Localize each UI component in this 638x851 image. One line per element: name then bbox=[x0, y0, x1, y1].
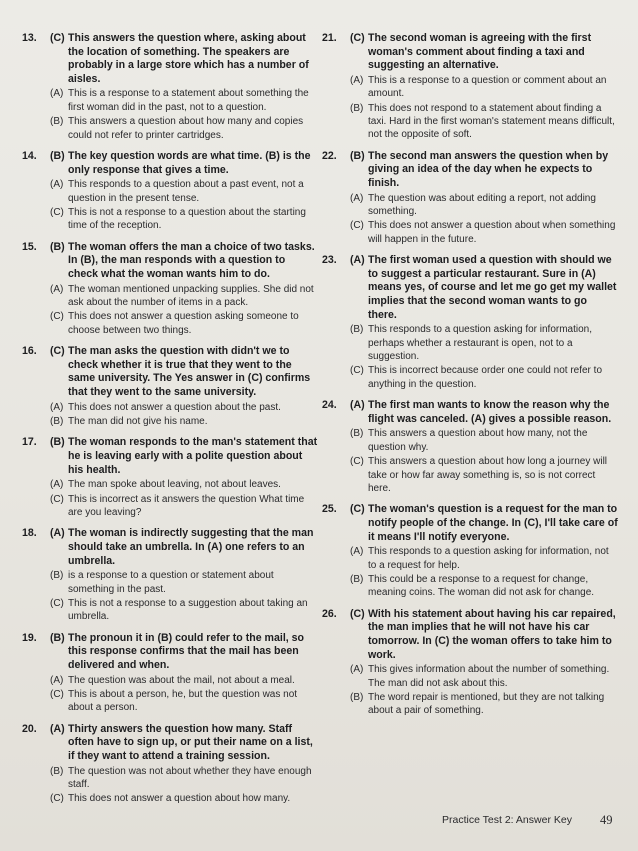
option-text: This does not answer a question about when something will happen in the future. bbox=[368, 220, 616, 245]
option-letter: (A) bbox=[50, 401, 64, 413]
option-letter: (B) bbox=[350, 428, 364, 440]
distractor-note bbox=[50, 283, 318, 310]
explanation-text: The second man answers the question when by giving an idea of the day when he expects to finish. bbox=[368, 149, 609, 189]
option-letter: (A) bbox=[50, 674, 64, 686]
distractor-note bbox=[50, 493, 318, 520]
option-text: This could be a response to a request for change, meaning coins. The woman did not ask for change. bbox=[368, 574, 595, 599]
option-letter: (A) bbox=[50, 479, 64, 491]
explanation-text: The second woman is agreeing with the first woman's comment about finding a taxi and suggesting an alternative. bbox=[368, 32, 592, 72]
distractor-note bbox=[50, 415, 318, 428]
distractor-note bbox=[350, 427, 618, 454]
explanation-text: The man asks the question with didn't we to check whether it is true that they went to the same university. The Yes answer in (C) confirms that they went to the same university. bbox=[68, 345, 311, 398]
option-text: This does not answer a question asking someone to choose between two things. bbox=[68, 311, 299, 336]
option-letter: (B) bbox=[50, 416, 64, 427]
option-text: The word repair is mentioned, but they are not talking about a pair of something. bbox=[368, 692, 605, 717]
answer-item bbox=[22, 32, 318, 142]
correct-answer-letter: (B) bbox=[50, 436, 65, 449]
distractor-note bbox=[50, 688, 318, 715]
option-text: This answers a question about how many, not the question why. bbox=[368, 428, 588, 453]
question-number: 19. bbox=[22, 631, 37, 644]
correct-answer-letter: (C) bbox=[350, 32, 365, 44]
option-letter: (A) bbox=[50, 179, 64, 191]
option-letter: (B) bbox=[350, 574, 364, 586]
option-text: This responds to a question asking for information, perhaps whether a restaurant is open, not to a suggestion. bbox=[368, 324, 593, 362]
option-text: The question was about editing a report, not adding something. bbox=[368, 192, 596, 217]
distractor-note bbox=[50, 792, 318, 805]
answer-item bbox=[322, 150, 618, 246]
option-text: This responds to a question about a past event, not a question in the present tense. bbox=[68, 179, 304, 204]
answer-item bbox=[322, 32, 618, 142]
option-text: The question was about the mail, not about a meal. bbox=[68, 674, 295, 686]
answer-explanation bbox=[322, 399, 618, 426]
question-number: 14. bbox=[22, 150, 37, 162]
question-number: 24. bbox=[322, 399, 337, 412]
explanation-text: Thirty answers the question how many. Staff often have to sign up, or put their name on a list, if they want to attend a training session. bbox=[68, 722, 313, 762]
question-number: 18. bbox=[22, 527, 37, 540]
correct-answer-letter: (C) bbox=[50, 32, 65, 44]
distractor-note bbox=[50, 87, 318, 114]
option-letter: (C) bbox=[50, 689, 64, 700]
distractor-note bbox=[350, 323, 618, 363]
explanation-text: The key question words are what time. (B) is the only response that gives a time. bbox=[68, 150, 311, 176]
answer-explanation bbox=[22, 150, 318, 177]
distractor-note bbox=[50, 674, 318, 687]
option-text: This does not answer a question about the past. bbox=[68, 401, 281, 413]
option-text: is a response to a question or statement about something in the past. bbox=[68, 570, 274, 595]
answer-explanation bbox=[322, 150, 618, 191]
option-letter: (B) bbox=[350, 692, 364, 704]
option-letter: (B) bbox=[350, 324, 364, 336]
answer-item bbox=[322, 608, 618, 718]
distractor-note bbox=[350, 219, 618, 246]
explanation-text: The woman is indirectly suggesting that the man should take an umbrella. In (A) one refers to an umbrella. bbox=[68, 527, 314, 567]
answer-item bbox=[322, 503, 618, 599]
option-letter: (C) bbox=[50, 598, 64, 609]
option-letter: (A) bbox=[350, 74, 364, 86]
option-text: This is about a person, he, but the question was not about a person. bbox=[68, 689, 298, 714]
answer-item bbox=[322, 399, 618, 495]
left-column bbox=[22, 32, 318, 814]
correct-answer-letter: (A) bbox=[50, 527, 65, 540]
answer-explanation bbox=[322, 608, 618, 662]
question-number: 16. bbox=[22, 345, 37, 358]
distractor-note bbox=[350, 545, 618, 572]
answer-item bbox=[22, 527, 318, 623]
option-letter: (B) bbox=[50, 765, 64, 777]
correct-answer-letter: (B) bbox=[50, 631, 65, 644]
explanation-text: This answers the question where, asking about the location of something. The speakers are probably in a large store which has a number of aisles. bbox=[68, 32, 309, 85]
correct-answer-letter: (C) bbox=[350, 607, 365, 620]
question-number: 20. bbox=[22, 722, 37, 735]
answer-explanation bbox=[22, 32, 318, 86]
correct-answer-letter: (B) bbox=[50, 240, 65, 253]
option-text: The man spoke about leaving, not about leaves. bbox=[68, 479, 281, 491]
answer-item bbox=[22, 345, 318, 428]
distractor-note bbox=[50, 310, 318, 337]
answer-item bbox=[22, 241, 318, 337]
answer-item bbox=[22, 723, 318, 806]
distractor-note bbox=[50, 478, 318, 491]
distractor-note bbox=[350, 455, 618, 495]
explanation-text: The woman offers the man a choice of two tasks. In (B), the man responds with a question to check what the woman wants him to do. bbox=[68, 240, 315, 280]
option-text: This answers a question about how long a journey will take or how far away something is, so is not correct here. bbox=[368, 456, 608, 495]
option-text: The man did not give his name. bbox=[68, 416, 208, 427]
option-letter: (B) bbox=[50, 116, 64, 128]
question-number: 15. bbox=[22, 240, 37, 253]
correct-answer-letter: (B) bbox=[50, 150, 65, 162]
answer-item bbox=[22, 436, 318, 519]
option-letter: (C) bbox=[50, 311, 64, 323]
question-number: 13. bbox=[22, 32, 37, 44]
explanation-text: The first man wants to know the reason why the flight was canceled. (A) gives a possible reason. bbox=[368, 399, 612, 425]
correct-answer-letter: (A) bbox=[350, 254, 365, 267]
right-column bbox=[322, 32, 618, 726]
answer-explanation bbox=[22, 241, 318, 282]
distractor-note bbox=[50, 765, 318, 792]
option-text: This responds to a question asking for information, not to a request for help. bbox=[368, 546, 609, 571]
distractor-note bbox=[350, 192, 618, 219]
option-text: This is a response to a statement about something the first woman did in the past, not to a question. bbox=[68, 88, 309, 113]
distractor-note bbox=[350, 663, 618, 690]
correct-answer-letter: (C) bbox=[350, 503, 365, 516]
distractor-note bbox=[50, 178, 318, 205]
answer-explanation bbox=[322, 32, 618, 73]
option-letter: (C) bbox=[350, 220, 364, 232]
option-text: This does not respond to a statement about finding a taxi. Hard in the first woman's statement means difficult, not the opposite of soft. bbox=[368, 102, 615, 141]
option-letter: (C) bbox=[350, 456, 364, 468]
option-letter: (C) bbox=[50, 493, 64, 505]
explanation-text: The pronoun it in (B) could refer to the mail, so this response confirms that the mail has been delivered and when. bbox=[68, 631, 305, 671]
distractor-note bbox=[350, 74, 618, 101]
option-letter: (C) bbox=[50, 207, 64, 218]
option-text: This answers a question about how many and copies could not refer to printer cartridges. bbox=[68, 116, 304, 141]
question-number: 26. bbox=[322, 607, 337, 620]
option-text: This does not answer a question about how many. bbox=[68, 793, 291, 805]
footer-title: Practice Test 2: Answer Key bbox=[442, 814, 572, 826]
distractor-note bbox=[350, 102, 618, 142]
page-number: 49 bbox=[600, 813, 613, 827]
question-number: 23. bbox=[322, 254, 337, 267]
question-number: 17. bbox=[22, 436, 37, 449]
question-number: 21. bbox=[322, 32, 337, 44]
option-text: This is a response to a question or comment about an amount. bbox=[368, 74, 607, 100]
option-text: The question was not about whether they have enough staff. bbox=[68, 765, 312, 790]
option-letter: (A) bbox=[350, 192, 364, 204]
option-letter: (C) bbox=[50, 793, 64, 805]
correct-answer-letter: (C) bbox=[50, 345, 65, 358]
option-letter: (A) bbox=[350, 664, 364, 676]
option-letter: (A) bbox=[350, 546, 364, 558]
distractor-note bbox=[50, 206, 318, 233]
option-text: This is not a response to a question about the starting time of the reception. bbox=[68, 207, 306, 232]
answer-explanation bbox=[322, 503, 618, 544]
answer-item bbox=[22, 150, 318, 233]
question-number: 22. bbox=[322, 149, 337, 162]
option-text: This is incorrect as it answers the question What time are you leaving? bbox=[68, 493, 305, 518]
option-text: The woman mentioned unpacking supplies. She did not ask about the number of items in a pack. bbox=[68, 283, 314, 308]
explanation-text: The woman responds to the man's statement that he is leaving early with a polite question about his health. bbox=[68, 436, 318, 476]
answer-explanation bbox=[22, 436, 318, 477]
answer-explanation bbox=[22, 723, 318, 764]
option-text: This is not a response to a suggestion about taking an umbrella. bbox=[68, 598, 308, 623]
correct-answer-letter: (A) bbox=[50, 722, 65, 735]
correct-answer-letter: (B) bbox=[350, 149, 365, 162]
option-letter: (B) bbox=[350, 102, 364, 114]
distractor-note bbox=[50, 569, 318, 596]
answer-explanation bbox=[322, 254, 618, 322]
answer-item bbox=[22, 632, 318, 715]
distractor-note bbox=[350, 691, 618, 718]
option-text: This is incorrect because order one could not refer to anything in the question. bbox=[368, 365, 603, 390]
distractor-note bbox=[50, 115, 318, 142]
answer-explanation bbox=[22, 632, 318, 673]
option-letter: (A) bbox=[50, 283, 64, 295]
explanation-text: With his statement about having his car repaired, the man implies that he will not have his car tomorrow. In (C) the woman offers to take him to work. bbox=[368, 607, 616, 661]
option-letter: (B) bbox=[50, 570, 64, 582]
option-letter: (A) bbox=[50, 88, 64, 100]
distractor-note bbox=[50, 401, 318, 414]
answer-explanation bbox=[22, 345, 318, 399]
explanation-text: The first woman used a question with should we to suggest a particular restaurant. Sure in (A) means yes, of course and let me go get my wallet implies that the second woman wants to go there. bbox=[368, 254, 617, 321]
question-number: 25. bbox=[322, 503, 337, 516]
distractor-note bbox=[350, 364, 618, 391]
answer-item bbox=[322, 254, 618, 391]
answer-explanation bbox=[22, 527, 318, 568]
distractor-note bbox=[50, 597, 318, 624]
correct-answer-letter: (A) bbox=[350, 399, 365, 412]
distractor-note bbox=[350, 573, 618, 600]
explanation-text: The woman's question is a request for the man to notify people of the change. In (C), I'll take care of it means I'll notify everyone. bbox=[368, 503, 618, 543]
option-text: This gives information about the number of something. The man did not ask about this. bbox=[368, 664, 610, 689]
option-letter: (C) bbox=[350, 365, 364, 377]
